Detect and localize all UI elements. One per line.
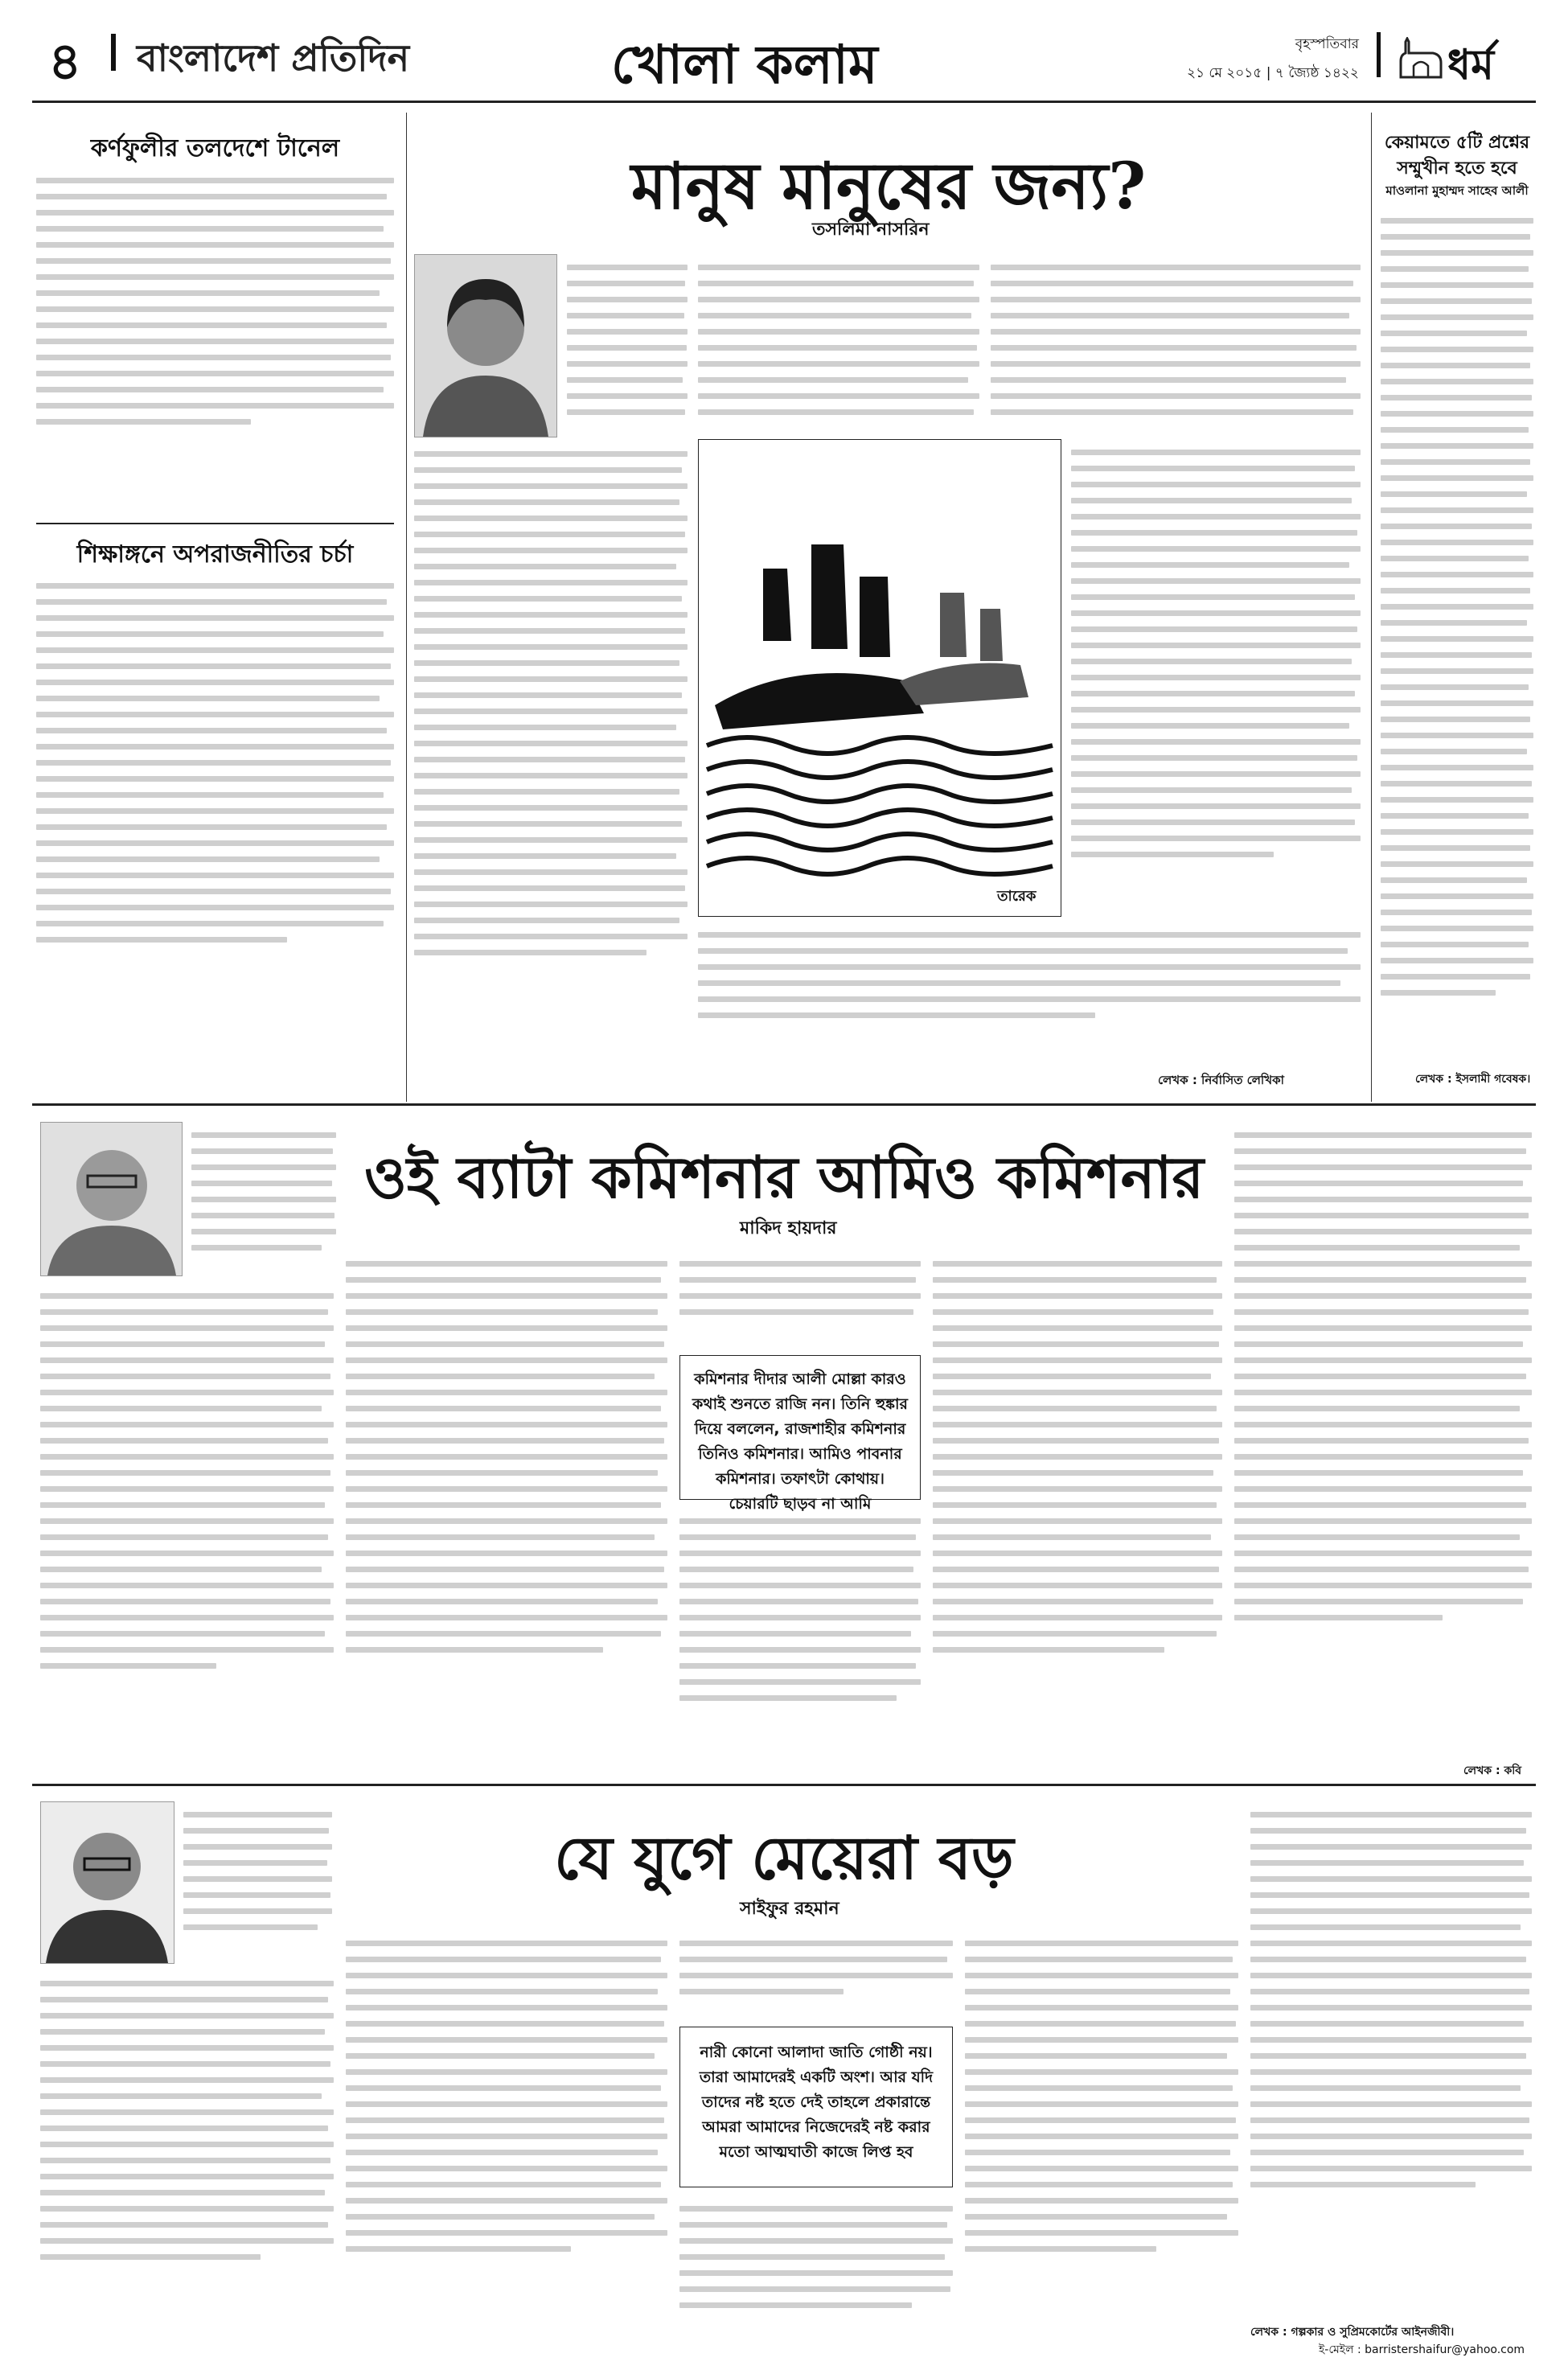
author3-photo (40, 1801, 174, 1964)
article3-intro (183, 1801, 332, 1962)
main-article-col3-top (991, 254, 1361, 434)
mosque-icon (1398, 37, 1444, 79)
section-rule-2 (32, 1784, 1536, 1786)
author2-photo (40, 1122, 183, 1276)
article2-quote-text: কমিশনার দীদার আলী মোল্লা কারও কথাই শুনতে রাজি নন। তিনি হুঙ্কার দিয়ে বললেন, রাজশাহীর কমিশনার তিনিও কমিশনার। আমিও পাবনার কমিশনার। তফাৎটা কোথায়। চেয়ারটি ছাড়ব না আমি (692, 1370, 908, 1513)
right-section-name: ধর্ম (1447, 40, 1495, 89)
page-number: ৪ (48, 31, 82, 92)
article2-author: মাকিদ হায়দার (740, 1218, 837, 1238)
article3-col1 (40, 1970, 334, 2356)
image-credit: তারেক (997, 888, 1036, 905)
main-article-col1 (414, 441, 688, 1092)
main-article-col2-top (698, 254, 979, 434)
article2-col3-top (679, 1251, 921, 1347)
main-article-author: তসলিমা নাসরিন (812, 219, 930, 240)
article2-col4 (933, 1251, 1222, 1765)
article2-pull-quote (679, 1355, 921, 1513)
main-article-title: মানুষ মানুষের জন্য? (630, 148, 1147, 224)
article2-col3-bottom (679, 1508, 921, 1765)
author-photo (414, 254, 557, 437)
col-rule-right (1371, 113, 1372, 1102)
left-article1-body (36, 167, 394, 528)
main-article-footer: লেখক : নির্বাসিত লেখিকা (1158, 1073, 1284, 1087)
article2-footer: লেখক : কবি (1463, 1764, 1522, 1777)
article3-title: যে যুগে মেয়েরা বড় (554, 1824, 1014, 1893)
main-article-col3 (1071, 439, 1361, 970)
article3-col3-top (679, 1930, 953, 2019)
article2-col1 (40, 1283, 334, 1765)
right-article-footer: লেখক : ইসলামী গবেষক। (1415, 1073, 1531, 1086)
article3-pull-quote (679, 2027, 953, 2187)
article3-footer1: লেখক : গল্পকার ও সুপ্রিমকোর্টের আইনজীবী। (1250, 2326, 1455, 2339)
main-article-bottom (698, 922, 1361, 1074)
article2-col5 (1234, 1122, 1532, 1765)
col-rule-left (406, 113, 407, 1102)
header-rule (32, 101, 1536, 103)
left-article2-body (36, 573, 394, 1087)
article3-quote-text: নারী কোনো আলাদা জাতি গোষ্ঠী নয়। তারা আমাদেরই একটি অংশ। আর যদি তাদের নষ্ট হতে দেই তাহলে প্রকারান্তে আমরা আমাদের নিজেদেরই নষ্ট করার মতো আত্মঘাতী কাজে লিপ্ত হব (699, 2043, 934, 2161)
main-article-col1-top (567, 254, 688, 436)
article3-author: সাইফুর রহমান (740, 1898, 839, 1919)
article3-col4 (965, 1930, 1238, 2356)
article2-title: ওই ব্যাটা কমিশনার আমিও কমিশনার (363, 1143, 1205, 1211)
section-title: খোলা কলাম (611, 33, 878, 96)
paper-name: বাংলাদেশ প্রতিদিন (137, 36, 410, 80)
header-divider-right (1377, 32, 1381, 77)
right-title-line2: সম্মুখীন হতে হবে (1397, 158, 1517, 179)
right-article-body (1381, 207, 1533, 1060)
left-article2-title: শিক্ষাঙ্গনে অপরাজনীতির চর্চা (76, 540, 354, 569)
article2-col2 (346, 1251, 667, 1765)
right-title-line1: কেয়ামতে ৫টি প্রশ্নের (1384, 132, 1530, 153)
article2-intro (191, 1122, 336, 1275)
article3-col3-bottom (679, 2195, 953, 2356)
header-divider-mark (111, 34, 116, 71)
ship-illustration (698, 439, 1061, 917)
section-rule-1 (32, 1103, 1536, 1106)
article3-col2 (346, 1930, 667, 2356)
left-divider (36, 523, 394, 524)
left-article1-title: কর্ণফুলীর তলদেশে টানেল (90, 134, 340, 162)
right-author: মাওলানা মুহাম্মদ সাহেব আলী (1385, 183, 1529, 198)
article3-footer2: ই-মেইল : barristershaifur@yahoo.com (1319, 2343, 1525, 2356)
date: ২১ মে ২০১৫ | ৭ জ্যৈষ্ঠ ১৪২২ (1186, 65, 1359, 81)
article3-col5 (1250, 1801, 1532, 2316)
weekday: বৃহস্পতিবার (1295, 36, 1359, 52)
